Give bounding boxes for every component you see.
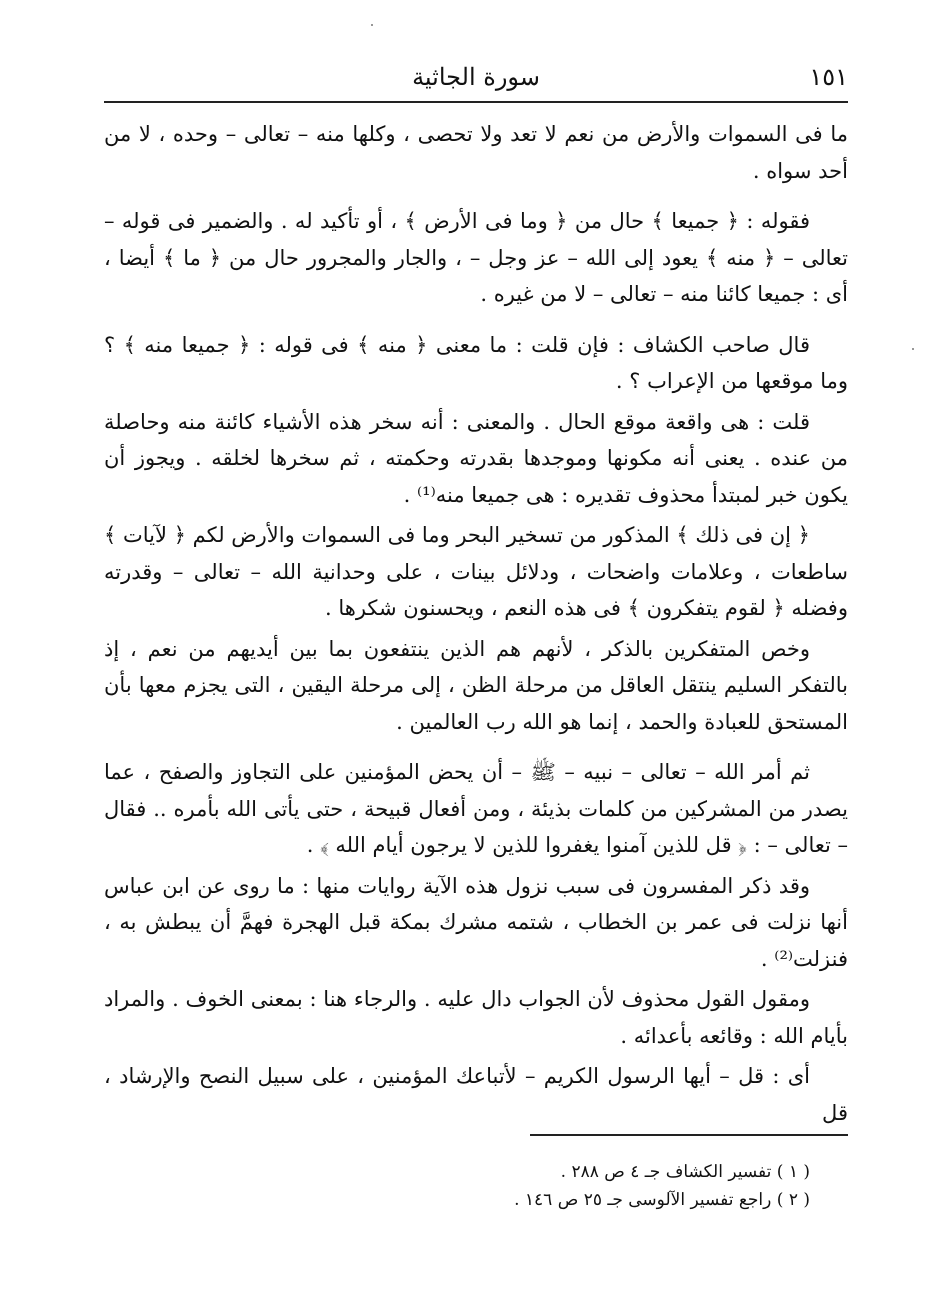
paragraph: وخص المتفكرين بالذكر ، لأنهم هم الذين ينتفعون بما بين أيديهم من نعم ، إذ بالتفكر السليم ينتقل العاقل من مرحلة الظن ، إلى مرحلة اليقين ، التى يجزم معها بأن المستحق للعبادة والحمد ، إنما هو الله رب العالمين .	[104, 636, 848, 734]
scan-speck	[912, 348, 914, 350]
running-header	[104, 62, 848, 96]
footnote: ( ٢ ) راجع تفسير الآلوسى جـ ٢٥ ص ١٤٦ .	[514, 1190, 810, 1210]
paragraph: أى : قل – أيها الرسول الكريم – لأتباعك المؤمنين ، على سبيل النصح والإرشاد ، قل	[104, 1064, 848, 1125]
footnotes	[324, 1158, 824, 1214]
page-number: ١٥١	[809, 63, 848, 91]
paragraph: ثم أمر الله – تعالى – نبيه – ﷺ – أن يحض المؤمنين على التجاوز والصفح ، عما يصدر من المشركين من كلمات بذيئة ، ومن أفعال قبيحة ، حتى يأتى الله بأمره .. فقال – تعالى – : ﴿ قل للذين آمنوا يغفروا للذين لا يرجون أيام الله ﴾ .	[104, 760, 848, 857]
scan-speck	[371, 24, 373, 26]
header-divider	[104, 101, 848, 103]
paragraph: فقوله : ﴿ جميعا ﴾ حال من ﴿ وما فى الأرض ﴾ ، أو تأكيد له . والضمير فى قوله – تعالى – ﴿ منه ﴾ يعود إلى الله – عز وجل – ، والجار والمجرور حال من ﴿ ما ﴾ أيضا ، أى : جميعا كائنا منه – تعالى – لا من غيره .	[104, 209, 848, 306]
surah-title: سورة الجاثية	[412, 63, 540, 91]
paragraph: ومقول القول محذوف لأن الجواب دال عليه . والرجاء هنا : بمعنى الخوف . والمراد بأيام الله : وقائعه بأعدائه .	[104, 987, 848, 1048]
paragraph: ما فى السموات والأرض من نعم لا تعد ولا تحصى ، وكلها منه – تعالى – وحده ، لا من أحد سواه .	[104, 122, 848, 183]
footnote-divider	[530, 1134, 848, 1136]
main-text	[104, 116, 848, 1131]
paragraph: ﴿ إن فى ذلك ﴾ المذكور من تسخير البحر وما فى السموات والأرض لكم ﴿ لآيات ﴾ ساطعات ، وعلامات واضحات ، ودلائل بينات ، على وحدانية الله – تعالى – وقدرته وفضله ﴿ لقوم يتفكرون ﴾ فى هذه النعم ، ويحسنون شكرها .	[104, 523, 848, 620]
paragraph: قال صاحب الكشاف : فإن قلت : ما معنى ﴿ منه ﴾ فى قوله : ﴿ جميعا منه ﴾ ؟ وما موقعها من الإعراب ؟ .	[104, 332, 848, 393]
paragraph: قلت : هى واقعة موقع الحال . والمعنى : أنه سخر هذه الأشياء كائنة منه وحاصلة من عنده . يعنى أنه مكونها وموجدها بقدرته وحكمته ، ثم سخرها لخلقه . ويجوز أن يكون خبر لمبتدأ محذوف تقديره : هى جميعا منه⁽¹⁾ .	[104, 409, 848, 507]
footnote: ( ١ ) تفسير الكشاف جـ ٤ ص ٢٨٨ .	[560, 1162, 810, 1182]
paragraph: وقد ذكر المفسرون فى سبب نزول هذه الآية روايات منها : ما روى عن ابن عباس أنها نزلت فى عمر بن الخطاب ، شتمه مشرك بمكة قبل الهجرة فهمَّ أن يبطش به ، فنزلت⁽²⁾ .	[104, 873, 848, 971]
